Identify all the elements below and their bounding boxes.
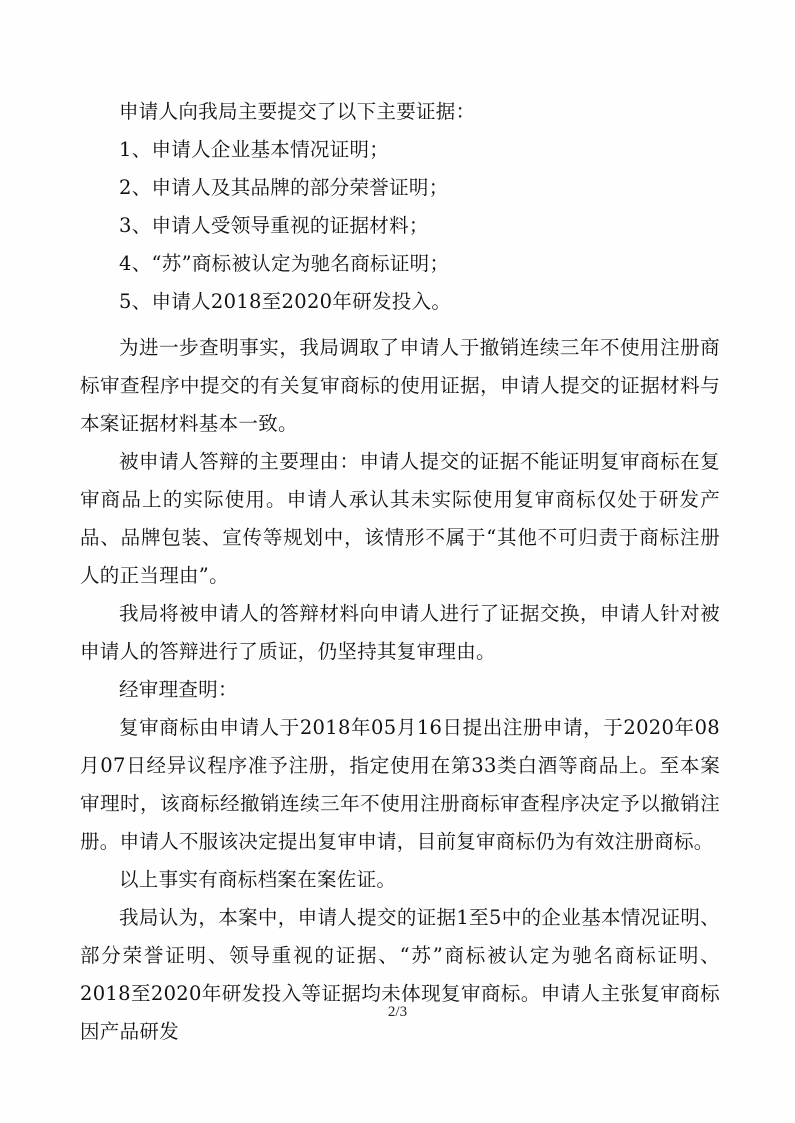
document-body — [80, 93, 720, 1051]
respondent-paragraph: 被申请人答辩的主要理由：申请人提交的证据不能证明复审商标在复审商品上的实际使用。申请人承认其未实际使用复审商标仅处于研发产品、品牌包装、宣传等规划中，该情形不属于“其他不可归责于商标注册人的正当理由”。 — [80, 450, 720, 587]
page-number: 2/3 — [387, 1004, 408, 1020]
evidence-item-2: 2、申请人及其品牌的部分荣誉证明； — [119, 176, 449, 199]
investigation-paragraph: 为进一步查明事实，我局调取了申请人于撤销连续三年不使用注册商标审查程序中提交的有关复审商标的使用证据，申请人提交的证据材料与本案证据材料基本一致。 — [80, 336, 720, 435]
opinion-paragraph: 我局认为，本案中，申请人提交的证据1至5中的企业基本情况证明、部分荣誉证明、领导重视的证据、“苏”商标被认定为驰名商标证明、2018至2020年研发投入等证据均未体现复审商标。申请人主张复审商标因产品研发 — [80, 906, 720, 1043]
findings-paragraph: 复审商标由申请人于2018年05月16日提出注册申请，于2020年08月07日经异议程序准予注册，指定使用在第33类白酒等商品上。至本案审理时，该商标经撤销连续三年不使用注册商标审查程序决定予以撤销注册。申请人不服该决定提出复审申请，目前复审商标仍为有效注册商标。 — [80, 716, 720, 853]
evidence-item-5: 5、申请人2018至2020年研发投入。 — [119, 290, 452, 313]
facts-paragraph: 以上事实有商标档案在案佐证。 — [119, 868, 397, 891]
evidence-item-3: 3、申请人受领导重视的证据材料； — [119, 214, 429, 237]
findings-heading: 经审理查明： — [119, 678, 238, 701]
evidence-intro: 申请人向我局主要提交了以下主要证据： — [119, 100, 476, 123]
evidence-item-1: 1、申请人企业基本情况证明； — [119, 138, 390, 161]
exchange-paragraph: 我局将被申请人的答辩材料向申请人进行了证据交换，申请人针对被申请人的答辩进行了质证，仍坚持其复审理由。 — [80, 602, 720, 663]
evidence-item-4: 4、“苏”商标被认定为驰名商标证明； — [119, 252, 450, 275]
